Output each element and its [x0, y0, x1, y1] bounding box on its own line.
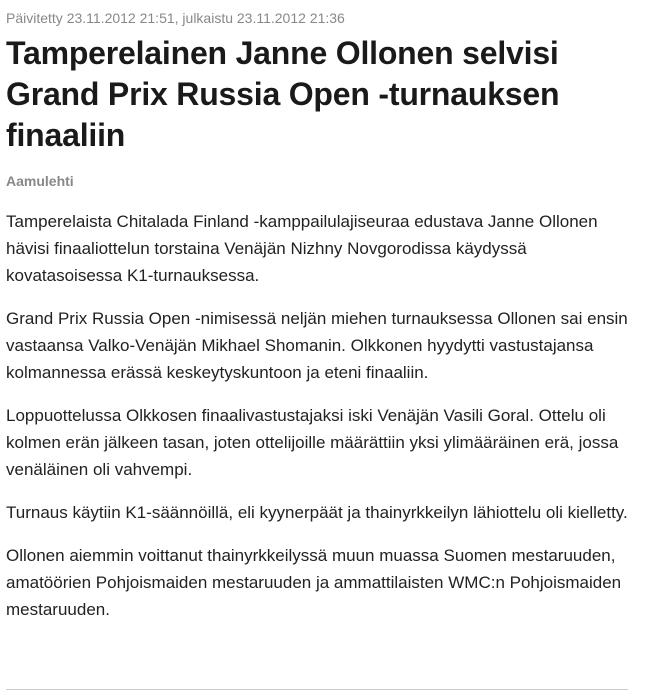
- article-paragraph: Tamperelaista Chitalada Finland -kamppailulajiseuraa edustava Janne Ollonen hävisi finaaliottelun torstaina Venäjän Nizhny Novgorodissa käydyssä kovatasoisessa K1-turnauksessa.: [6, 212, 598, 285]
- article-body: [6, 208, 636, 623]
- article-paragraph: Grand Prix Russia Open -nimisessä neljän miehen turnauksessa Ollonen sai ensin vastaansa Valko-Venäjän Mikhael Shomanin. Olkkonen hyydytti vastustajansa kolmannessa erässä keskeytyskuntoon ja eteni finaaliin.: [6, 309, 628, 382]
- article-paragraph: Ollonen aiemmin voittanut thainyrkkeilyssä muun muassa Suomen mestaruuden, amatöörien Pohjoismaiden mestaruuden ja ammattilaisten WMC:n Pohjoismaiden mestaruuden.: [6, 546, 622, 619]
- article-paragraph: Turnaus käytiin K1-säännöillä, eli kyynerpäät ja thainyrkkeilyn lähiottelu oli kielletty.: [6, 503, 628, 522]
- divider: [6, 689, 628, 690]
- article-paragraph: Loppuottelussa Olkkosen finaalivastustajaksi iski Venäjän Vasili Goral. Ottelu oli kolmen erän jälkeen tasan, joten ottelijoille määrättiin yksi ylimääräinen erä, jossa venäläinen oli vahvempi.: [6, 406, 619, 479]
- article: [6, 0, 636, 623]
- article-source: Aamulehti: [6, 173, 74, 189]
- article-headline: Tamperelainen Janne Ollonen selvisi Grand Prix Russia Open -turnauksen finaaliin: [6, 35, 560, 153]
- article-timestamp: Päivitetty 23.11.2012 21:51, julkaistu 23.11.2012 21:36: [6, 10, 345, 26]
